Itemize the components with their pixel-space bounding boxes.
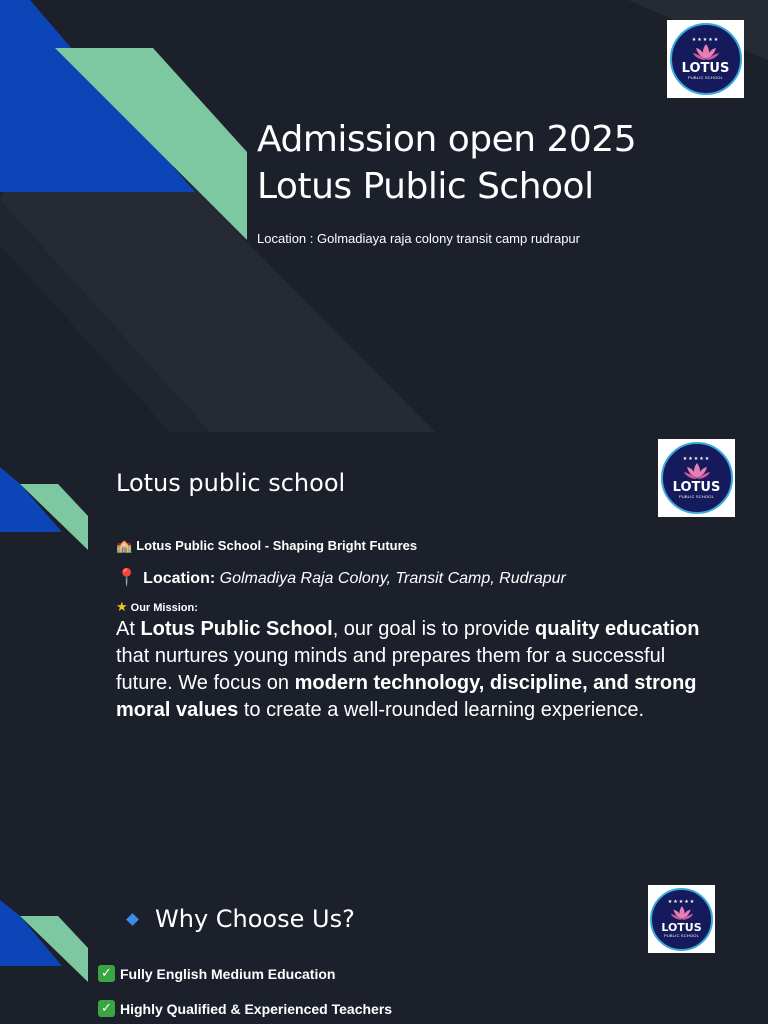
- feature-item: [98, 1000, 392, 1017]
- slide-admission-title: [0, 0, 768, 432]
- logo-emblem: [650, 888, 713, 951]
- mission-text-1: At: [116, 618, 141, 640]
- logo-subtitle: PUBLIC SCHOOL: [678, 494, 715, 499]
- mission-text-3: that nurtures young minds and prepares them for a successful future. We focus on: [116, 645, 666, 694]
- logo-stars: ★★★★★: [682, 456, 711, 462]
- diamond-icon: [126, 913, 139, 926]
- pin-icon: 📍: [116, 568, 138, 588]
- mission-text-4: to create a well-rounded learning experience.: [238, 699, 645, 721]
- section-heading-why: [124, 905, 355, 933]
- lotus-icon: [670, 905, 694, 921]
- tagline: [116, 538, 417, 554]
- logo-emblem: [661, 442, 733, 514]
- mission-bold-2: quality education: [535, 618, 700, 640]
- star-icon: ★: [116, 600, 128, 615]
- feature-text: Fully English Medium Education: [120, 965, 336, 982]
- decorative-stripes: [0, 0, 768, 432]
- school-logo: [667, 20, 744, 98]
- mission-label: Our Mission:: [130, 602, 198, 614]
- logo-name: LOTUS: [661, 921, 702, 934]
- location-subtitle: Location : Golmadiaya raja colony transit camp rudrapur: [257, 231, 580, 246]
- logo-name: LOTUS: [681, 61, 730, 76]
- school-logo: [648, 885, 715, 953]
- mission-paragraph: [116, 616, 706, 724]
- feature-text: Highly Qualified & Experienced Teachers: [120, 1000, 393, 1017]
- lotus-icon: [692, 43, 720, 61]
- mission-label-line: [116, 600, 198, 615]
- mission-text-2: , our goal is to provide: [332, 618, 536, 640]
- lotus-icon: [683, 462, 711, 480]
- mission-bold-1: Lotus Public School: [140, 618, 333, 640]
- page-title: [257, 116, 636, 210]
- location-line: [116, 568, 566, 588]
- mission-bold-3: modern technology, discipline, and strong moral values: [116, 672, 697, 721]
- school-icon: 🏫: [116, 539, 133, 554]
- logo-subtitle: PUBLIC SCHOOL: [663, 933, 700, 938]
- check-icon: ✓: [98, 1000, 115, 1017]
- feature-item: [98, 965, 335, 982]
- title-line-1: Admission open 2025: [257, 119, 637, 160]
- logo-stars: ★★★★★: [667, 899, 696, 905]
- title-line-2: Lotus Public School: [257, 166, 594, 207]
- section-heading-about: Lotus public school: [116, 469, 346, 497]
- location-value: Golmadiya Raja Colony, Transit Camp, Rudrapur: [219, 570, 566, 587]
- school-logo: [658, 439, 735, 517]
- location-label: Location:: [143, 570, 216, 587]
- why-heading-text: Why Choose Us?: [155, 905, 355, 933]
- tagline-text: Lotus Public School - Shaping Bright Futures: [136, 538, 418, 553]
- logo-name: LOTUS: [672, 480, 721, 495]
- check-icon: ✓: [98, 965, 115, 982]
- logo-stars: ★★★★★: [691, 37, 720, 43]
- logo-emblem: [670, 23, 742, 95]
- logo-subtitle: PUBLIC SCHOOL: [687, 75, 724, 80]
